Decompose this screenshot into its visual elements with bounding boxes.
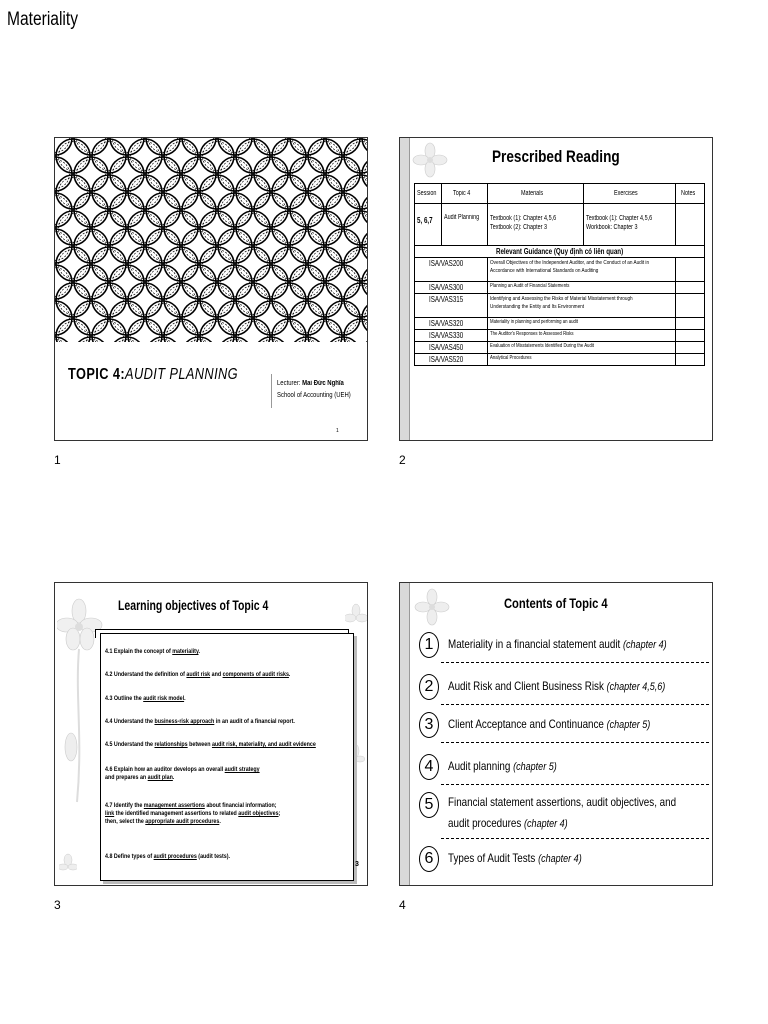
objective-4-7: 4.7 Identify the management assertions about financial information; link the identified management assertions to related audit objectives; then, select the appropriate audit procedures. <box>105 802 281 825</box>
table-row: ISA/VAS520 Analytical Procedures <box>415 354 705 366</box>
dashed-divider <box>441 784 709 785</box>
slide-3[interactable] <box>54 582 368 886</box>
table-row: ISA/VAS315 Identifying and Assessing the Risks of Material Misstatement through Understanding the Entity and Its Environment <box>415 294 705 318</box>
dashed-divider <box>441 662 709 663</box>
school-name: School of Accounting (UEH) <box>277 392 351 399</box>
objective-4-2: 4.2 Understand the definition of audit risk and components of audit risks. <box>105 671 291 678</box>
cell-notes <box>676 204 705 246</box>
objective-4-1: 4.1 Explain the concept of materiality. <box>105 648 201 655</box>
slide-2[interactable] <box>399 137 713 441</box>
slide-2-heading: Prescribed Reading <box>492 147 620 166</box>
flower-decoration-icon <box>59 853 77 879</box>
guidance-label: Relevant Guidance (Quy định có liên quan) <box>415 246 705 258</box>
page-number-3: 3 <box>54 898 61 912</box>
table-header-row <box>415 184 705 204</box>
table-row-main <box>415 204 705 246</box>
divider <box>271 374 272 408</box>
table-row: ISA/VAS200 Overall Objectives of the Independent Auditor, and the Conduct of an Audit in Accordance with International Standards on Auditing <box>415 258 705 282</box>
page-number-1: 1 <box>54 453 61 467</box>
dashed-divider <box>441 742 709 743</box>
table-row: ISA/VAS300 Planning an Audit of Financial Statements <box>415 282 705 294</box>
number-circle: 6 <box>419 846 439 872</box>
slide-3-inner-page: 3 <box>355 861 359 868</box>
document-title: Materiality <box>7 9 78 30</box>
slide-1[interactable] <box>54 137 368 441</box>
slide-4[interactable]: Contents of Topic 4 1 Materiality in a financial statement audit (chapter 4) 2 Audit Risk and Client Business Risk (chapter 4,5,6) 3 Client Acceptance and Continuance (chapter 5) 4 Audit planning (chapter 5) 5 Financial statement assertions, audit objectives, and audit procedures (chapter 4) 6 Types of Audit Tests (chapter 4) <box>399 582 713 886</box>
number-circle: 1 <box>419 632 439 658</box>
guidance-header-row <box>415 246 705 258</box>
number-circle: 2 <box>419 674 439 700</box>
slide-4-heading: Contents of Topic 4 <box>504 595 608 611</box>
cell-topic: Audit Planning <box>442 204 488 246</box>
cell-session: 5, 6,7 <box>415 204 442 246</box>
objective-4-5: 4.5 Understand the relationships between audit risk, materiality, and audit evidence <box>105 741 316 748</box>
dashed-divider <box>441 704 709 705</box>
slide-3-heading: Learning objectives of Topic 4 <box>118 597 269 613</box>
col-materials: Materials <box>488 184 584 204</box>
slide-1-small-number: 1 <box>336 428 339 434</box>
objective-4-8: 4.8 Define types of audit procedures (audit tests). <box>105 853 230 860</box>
cell-materials: Textbook (1): Chapter 4,5,6 Textbook (2): Chapter 3 <box>488 204 584 246</box>
table-row: ISA/VAS450 Evaluation of Misstatements Identified During the Audit <box>415 342 705 354</box>
prescribed-reading-table <box>414 183 705 366</box>
number-circle: 4 <box>419 754 439 780</box>
slide-1-title <box>68 366 238 384</box>
lecturer-label: Lecturer: <box>277 380 301 387</box>
col-session: Session <box>415 184 442 204</box>
col-notes: Notes <box>676 184 705 204</box>
circle-pattern-image <box>55 138 367 342</box>
table-row: ISA/VAS330 The Auditor's Responses to Assessed Risks <box>415 330 705 342</box>
table-row: ISA/VAS320 Materiality in planning and performing an audit <box>415 318 705 330</box>
lecturer-info <box>277 378 351 402</box>
slide-left-bar <box>400 138 410 440</box>
col-exercises: Exercises <box>584 184 676 204</box>
number-circle: 3 <box>419 712 439 738</box>
dashed-divider <box>441 838 709 839</box>
slide-left-bar <box>400 583 410 885</box>
objective-4-6: 4.6 Explain how an auditor develops an overall audit strategy and prepares an audit plan. <box>105 766 260 781</box>
title-prefix: TOPIC 4: <box>68 366 126 383</box>
number-circle: 5 <box>419 792 439 818</box>
cell-exercises: Textbook (1): Chapter 4,5,6 Workbook: Chapter 3 <box>584 204 676 246</box>
col-topic: Topic 4 <box>442 184 488 204</box>
title-main: AUDIT PLANNING <box>125 366 239 383</box>
page-number-2: 2 <box>399 453 406 467</box>
objective-4-3: 4.3 Outline the audit risk model. <box>105 695 186 702</box>
page-number-4: 4 <box>399 898 406 912</box>
lecturer-name: Mai Đức Nghĩa <box>302 380 344 387</box>
objective-4-4: 4.4 Understand the business-risk approach in an audit of a financial report. <box>105 718 295 725</box>
